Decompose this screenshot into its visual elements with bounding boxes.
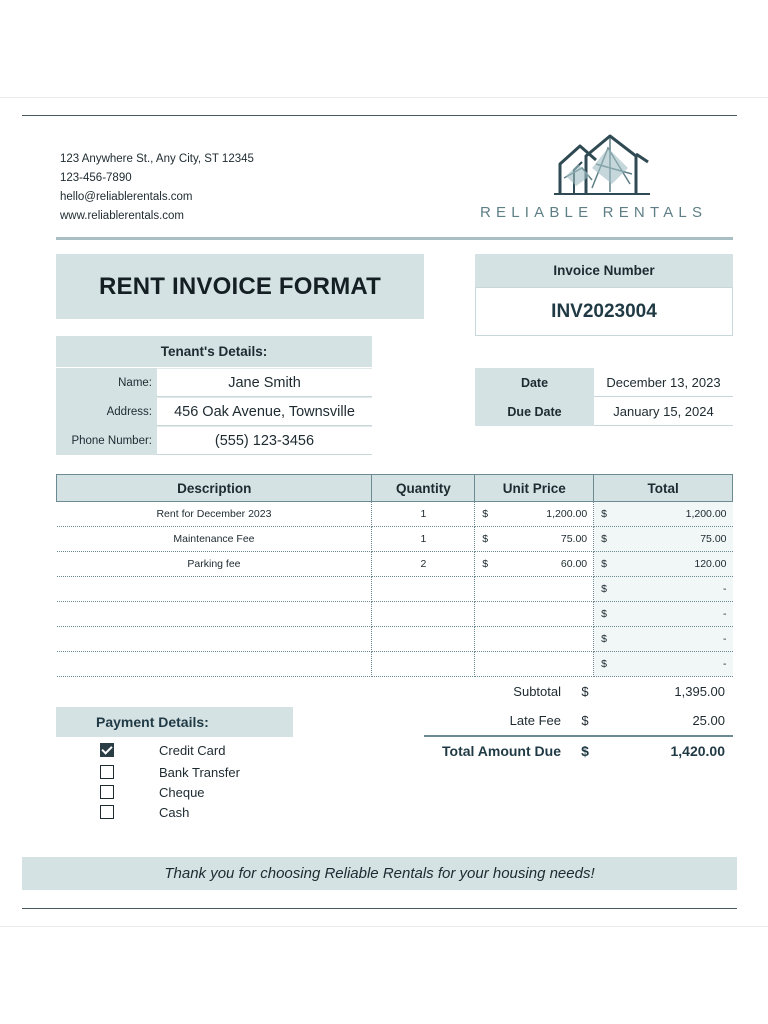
footer-thank-you: Thank you for choosing Reliable Rentals for your housing needs!: [22, 857, 737, 890]
item-unit-price: [475, 652, 594, 677]
subtotal-label: Subtotal: [513, 684, 561, 699]
tenant-heading: Tenant's Details:: [56, 336, 372, 367]
table-row: [57, 552, 733, 577]
unit-amount: 1,200.00: [546, 508, 588, 520]
item-description: Maintenance Fee: [57, 527, 372, 552]
payment-option[interactable]: [100, 803, 189, 821]
tenant-name-label: Name:: [56, 368, 157, 397]
brand-name: RELIABLE RENTALS: [480, 204, 708, 221]
tenant-address-value: 456 Oak Avenue, Townsville: [157, 397, 372, 426]
item-total: [594, 652, 733, 677]
total-amount: 75.00: [700, 533, 727, 545]
date-label: Date: [475, 368, 594, 397]
table-row: [57, 652, 733, 677]
header-divider: [56, 237, 733, 240]
item-description: Parking fee: [57, 552, 372, 577]
item-description: [57, 577, 372, 602]
due-date-value: January 15, 2024: [594, 397, 733, 426]
late-fee-currency: $: [581, 713, 589, 728]
payment-option-label: Credit Card: [159, 742, 226, 758]
item-unit-price: [475, 602, 594, 627]
total-currency: $: [601, 583, 607, 595]
item-unit-price: [475, 552, 594, 577]
item-total: [594, 627, 733, 652]
total-amount: -: [723, 658, 727, 670]
bottom-rule: [22, 908, 737, 909]
invoice-title-box: [56, 254, 424, 319]
payment-option-label: Cash: [159, 804, 190, 820]
due-date-label: Due Date: [475, 397, 594, 426]
total-amount: 120.00: [694, 558, 727, 570]
checkbox[interactable]: [100, 785, 114, 799]
item-quantity: [372, 627, 475, 652]
subtotal-row: [424, 677, 733, 706]
table-row: [57, 602, 733, 627]
unit-amount: 75.00: [560, 533, 588, 545]
company-address: 123 Anywhere St., Any City, ST 12345: [60, 153, 254, 165]
invoice-number-label: Invoice Number: [475, 254, 733, 287]
payment-heading: Payment Details:: [56, 707, 293, 737]
late-fee-label: Late Fee: [509, 713, 561, 728]
tenant-phone-label: Phone Number:: [56, 426, 157, 455]
item-quantity: 1: [372, 527, 475, 552]
payment-option[interactable]: [100, 741, 225, 759]
payment-option[interactable]: [100, 783, 205, 801]
houses-logo-icon: [552, 128, 652, 198]
table-row: [57, 527, 733, 552]
company-contact: [60, 150, 254, 226]
item-description: [57, 627, 372, 652]
tenant-address-row: [56, 397, 372, 426]
unit-amount: 60.00: [560, 558, 588, 570]
header-quantity: Quantity: [372, 475, 475, 502]
payment-option-label: Cheque: [159, 784, 205, 800]
item-quantity: 2: [372, 552, 475, 577]
checkbox[interactable]: [100, 743, 114, 757]
payment-option-label: Bank Transfer: [159, 764, 240, 780]
unit-currency: $: [482, 508, 489, 520]
total-amount: -: [723, 583, 727, 595]
invoice-number: INV2023004: [475, 287, 733, 336]
unit-currency: $: [482, 533, 489, 545]
item-quantity: [372, 577, 475, 602]
item-total: [594, 527, 733, 552]
table-row: [57, 577, 733, 602]
total-due-row: [424, 735, 733, 764]
tenant-address-label: Address:: [56, 397, 157, 426]
total-amount: 1,200.00: [685, 508, 727, 520]
total-due-amount: 1,420.00: [670, 742, 725, 759]
tenant-phone-value: (555) 123-3456: [157, 426, 372, 455]
checkbox[interactable]: [100, 805, 114, 819]
item-total: [594, 502, 733, 527]
header-description: Description: [57, 475, 372, 502]
item-description: [57, 652, 372, 677]
total-currency: $: [601, 633, 607, 645]
table-header-row: [57, 475, 733, 502]
date-value: December 13, 2023: [594, 368, 733, 397]
checkbox[interactable]: [100, 765, 114, 779]
top-rule: [22, 115, 737, 116]
date-row: [475, 368, 733, 397]
company-website[interactable]: www.reliablerentals.com: [60, 210, 184, 222]
header-total: Total: [594, 475, 733, 502]
total-currency: $: [601, 533, 607, 545]
item-total: [594, 577, 733, 602]
total-due-currency: $: [581, 742, 589, 759]
item-unit-price: [475, 527, 594, 552]
tenant-phone-row: [56, 426, 372, 455]
total-amount: -: [723, 608, 727, 620]
item-unit-price: [475, 627, 594, 652]
company-email[interactable]: hello@reliablerentals.com: [60, 191, 193, 203]
tenant-name-row: [56, 368, 372, 397]
item-total: [594, 552, 733, 577]
due-date-row: [475, 397, 733, 426]
item-quantity: [372, 602, 475, 627]
late-fee-amount: 25.00: [692, 713, 725, 728]
total-currency: $: [601, 608, 607, 620]
payment-option[interactable]: [100, 763, 240, 781]
late-fee-row: [424, 706, 733, 735]
header-unit-price: Unit Price: [475, 475, 594, 502]
table-row: [57, 627, 733, 652]
company-phone: 123-456-7890: [60, 172, 132, 184]
item-unit-price: [475, 577, 594, 602]
total-currency: $: [601, 508, 607, 520]
unit-currency: $: [482, 558, 489, 570]
item-description: [57, 602, 372, 627]
subtotal-currency: $: [581, 684, 589, 699]
item-quantity: [372, 652, 475, 677]
total-due-label: Total Amount Due: [442, 742, 561, 759]
total-amount: -: [723, 633, 727, 645]
line-items-table: [56, 474, 733, 677]
item-unit-price: [475, 502, 594, 527]
item-description: Rent for December 2023: [57, 502, 372, 527]
subtotal-amount: 1,395.00: [674, 684, 725, 699]
page-title: RENT INVOICE FORMAT: [98, 272, 381, 300]
total-currency: $: [601, 558, 607, 570]
item-total: [594, 602, 733, 627]
total-currency: $: [601, 658, 607, 670]
table-row: [57, 502, 733, 527]
item-quantity: 1: [372, 502, 475, 527]
tenant-name-value: Jane Smith: [157, 368, 372, 397]
